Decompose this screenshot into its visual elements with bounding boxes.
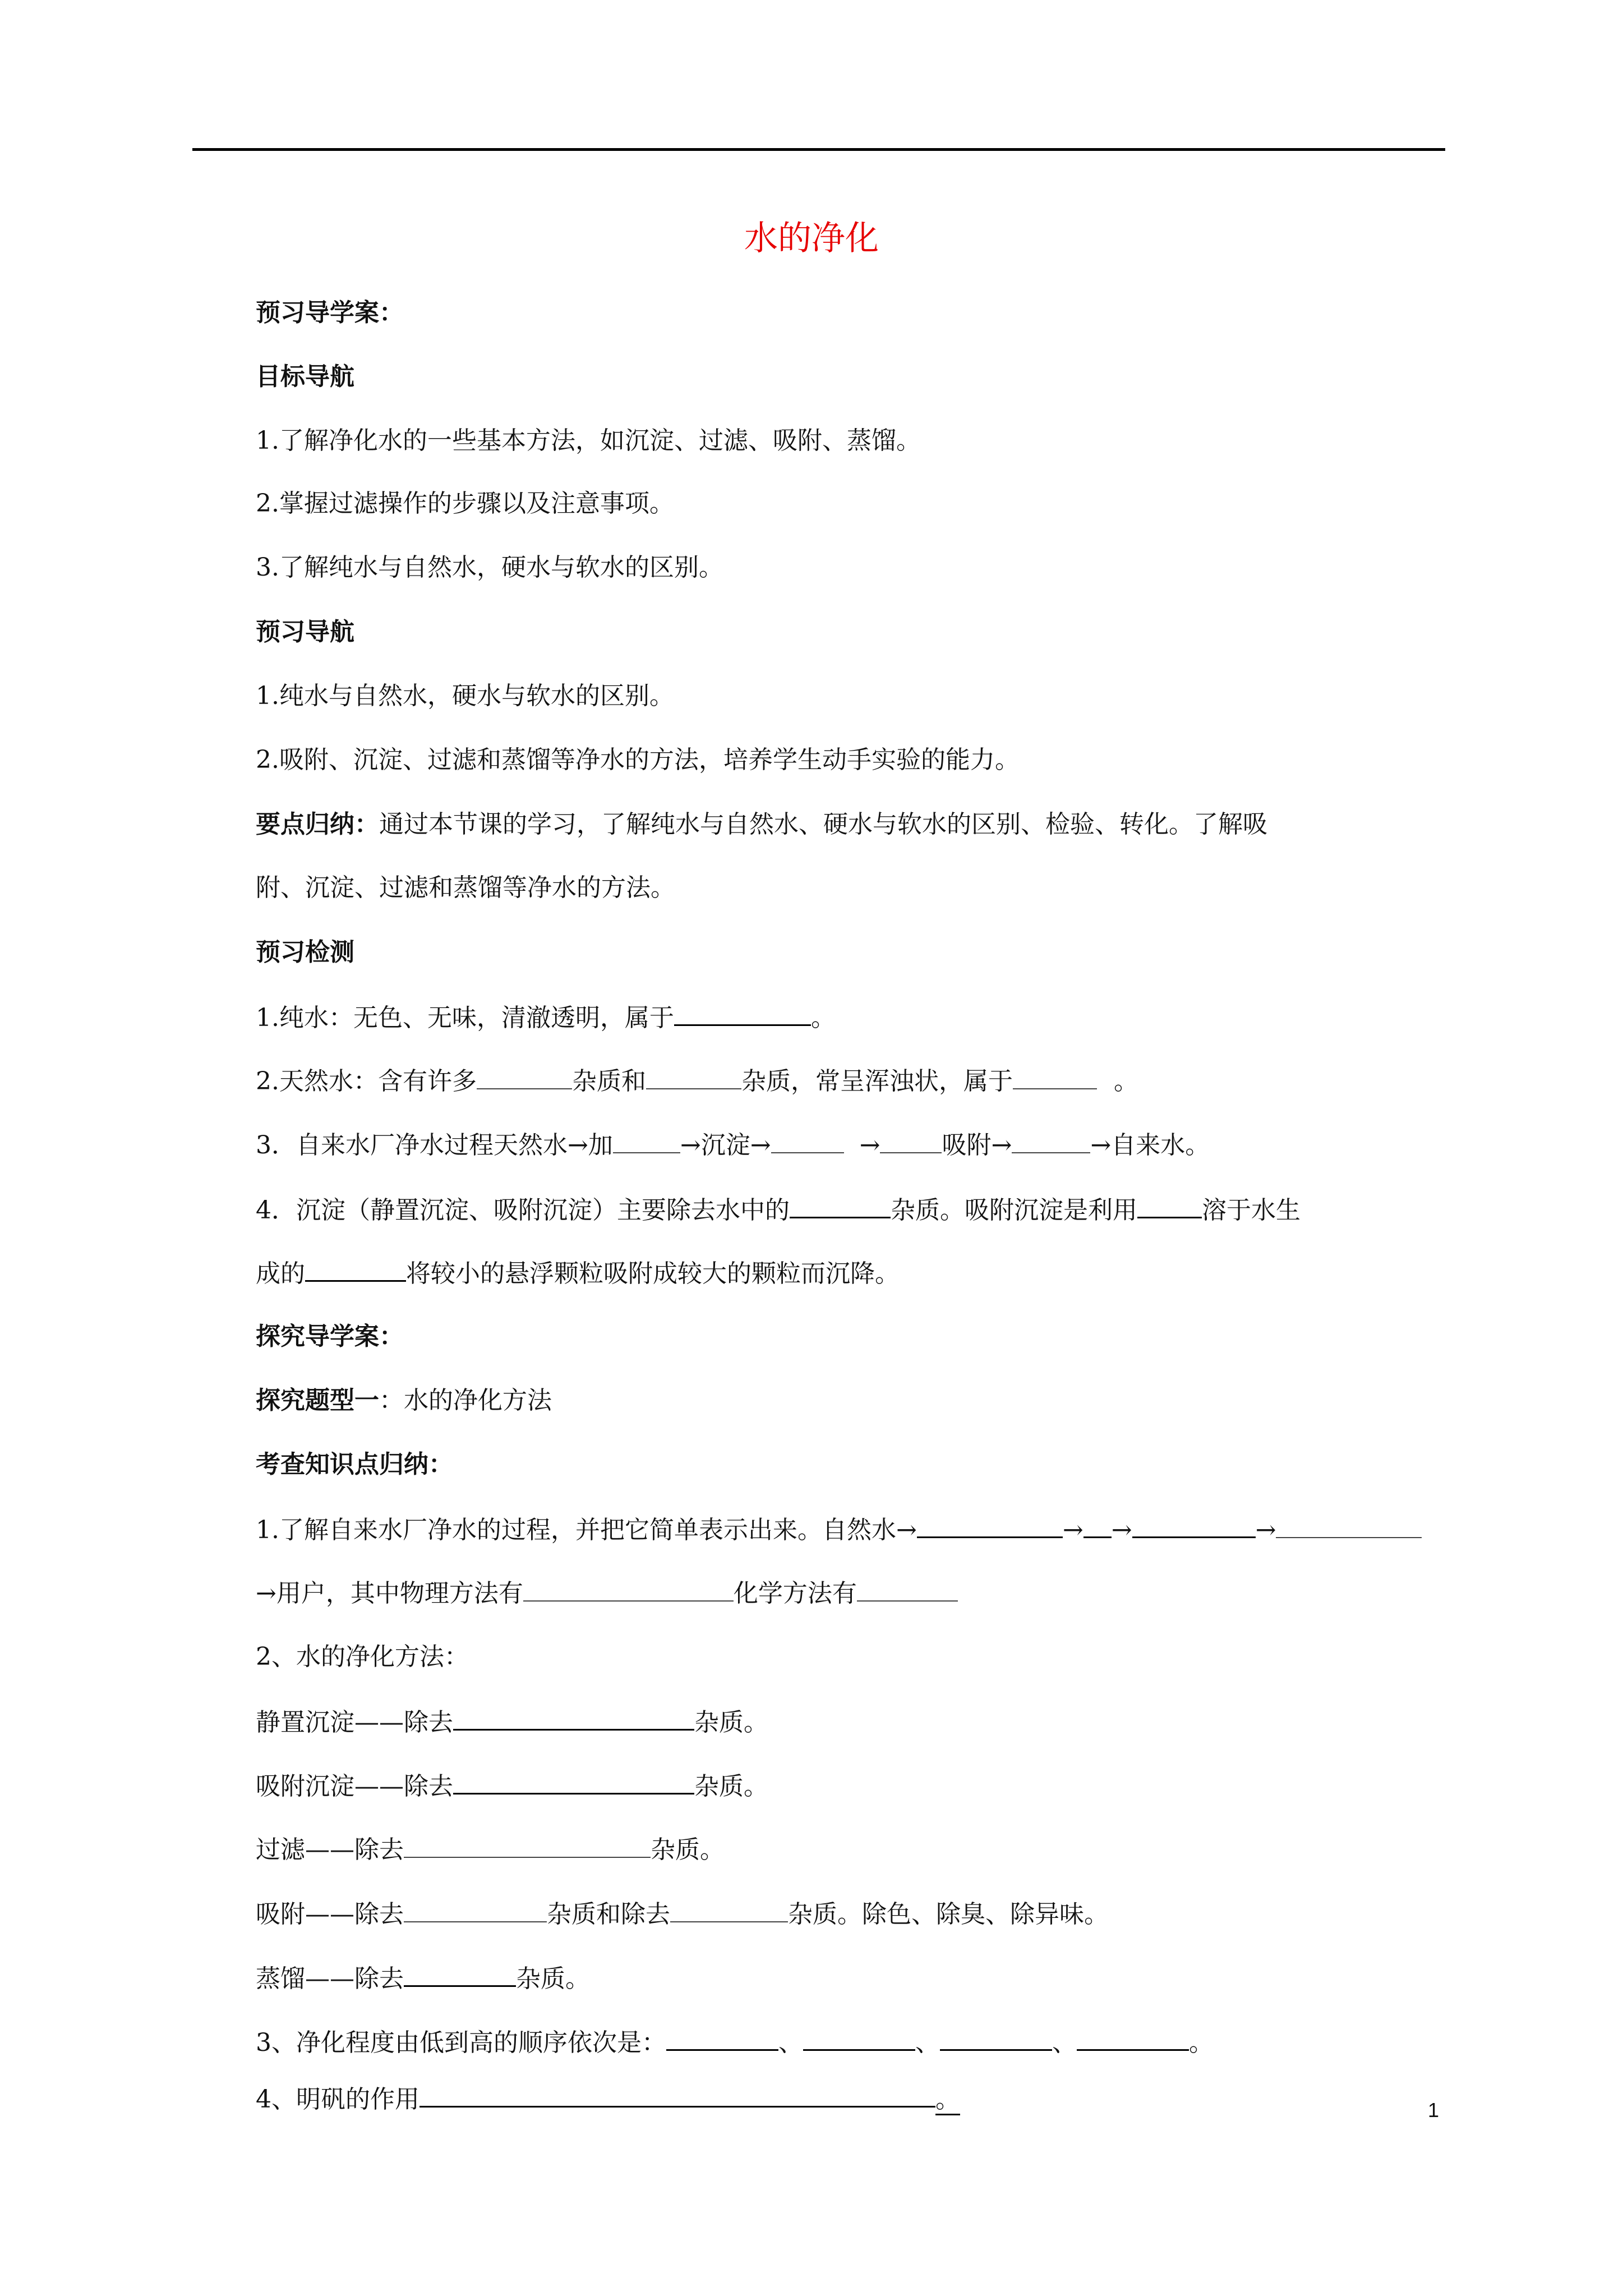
k1-blank-4[interactable] <box>1276 1512 1422 1538</box>
key-points-text-1: 通过本节课的学习，了解纯水与自然水、硬水与软水的区别、检验、转化。了解吸 <box>379 810 1267 839</box>
m4-blank-1[interactable] <box>404 1897 547 1922</box>
knowledge-1-line-1 <box>256 1512 1422 1547</box>
page-title: 水的净化 <box>744 219 879 258</box>
q3-text-a: 3．自来水厂净水过程天然水→加 <box>256 1131 613 1159</box>
knowledge-1-line-2 <box>256 1576 958 1611</box>
k4-blank[interactable] <box>419 2081 935 2108</box>
type1-label: 探究题型一 <box>256 1386 379 1415</box>
nav-2: 2.吸附、沉淀、过滤和蒸馏等净水的方法，培养学生动手实验的能力。 <box>256 746 1020 774</box>
q4-text-b: 杂质。吸附沉淀是利用 <box>891 1196 1137 1225</box>
m3-text-a: 过滤——除去 <box>256 1835 404 1864</box>
k1-arrow-1: → <box>1062 1516 1083 1544</box>
k1-blank-physical[interactable] <box>523 1576 734 1602</box>
q4-blank-3[interactable] <box>305 1255 406 1282</box>
knowledge-4 <box>256 2081 960 2116</box>
question-1 <box>256 1000 836 1035</box>
q3-text-b: →沉淀→ <box>680 1131 771 1159</box>
method-3 <box>256 1832 725 1867</box>
k4-text-a: 4、明矾的作用 <box>256 2085 419 2114</box>
m1-blank[interactable] <box>453 1704 694 1731</box>
key-points-line-1 <box>256 808 1267 841</box>
q2-text-b: 杂质和 <box>571 1067 646 1096</box>
m2-blank[interactable] <box>453 1768 694 1795</box>
k1-text-f: 化学方法有 <box>733 1579 857 1608</box>
knowledge-2: 2、水的净化方法： <box>256 1642 469 1671</box>
q4-blank-2[interactable] <box>1137 1192 1202 1218</box>
k3-sep-2: 、 <box>915 2028 940 2057</box>
m2-text-b: 杂质。 <box>694 1772 768 1801</box>
q3-blank-1[interactable] <box>613 1128 680 1153</box>
section-explore-heading: 探究导学案： <box>256 1322 404 1351</box>
explore-type-1 <box>256 1384 552 1418</box>
m5-text-b: 杂质。 <box>516 1964 590 1993</box>
q4-blank-1[interactable] <box>790 1192 891 1218</box>
goal-2: 2.掌握过滤操作的步骤以及注意事项。 <box>256 489 674 518</box>
method-5 <box>256 1961 590 1996</box>
k3-sep-1: 、 <box>778 2028 803 2057</box>
goal-3: 3.了解纯水与自然水，硬水与软水的区别。 <box>256 553 723 582</box>
method-2 <box>256 1768 768 1803</box>
preview-nav-heading: 预习导航 <box>256 618 354 646</box>
q3-text-d: 吸附→ <box>942 1131 1012 1159</box>
k3-end: 。 <box>1189 2028 1214 2057</box>
q4-text-e: 将较小的悬浮颗粒吸附成较大的颗粒而沉降。 <box>406 1259 900 1288</box>
q3-blank-3[interactable] <box>880 1128 942 1153</box>
nav-1: 1.纯水与自然水，硬水与软水的区别。 <box>256 682 674 710</box>
m5-blank[interactable] <box>404 1961 516 1987</box>
m1-text-b: 杂质。 <box>694 1708 768 1737</box>
header-rule <box>192 148 1445 151</box>
k3-blank-2[interactable] <box>803 2024 915 2051</box>
check-heading: 预习检测 <box>256 938 354 967</box>
q2-text-a: 2.天然水：含有许多 <box>256 1067 477 1096</box>
q3-text-e: →自来水。 <box>1090 1131 1210 1159</box>
question-4-line-1 <box>256 1192 1301 1227</box>
m4-text-a: 吸附——除去 <box>256 1900 404 1929</box>
k1-blank-1[interactable] <box>917 1512 1063 1538</box>
k3-blank-1[interactable] <box>666 2024 778 2051</box>
page-number: 1 <box>1428 2099 1440 2122</box>
goals-heading: 目标导航 <box>256 362 354 391</box>
q4-text-d: 成的 <box>256 1259 305 1288</box>
k3-text-a: 3、净化程度由低到高的顺序依次是： <box>256 2028 666 2057</box>
m1-text-a: 静置沉淀——除去 <box>256 1708 453 1737</box>
k1-blank-2[interactable] <box>1083 1512 1112 1538</box>
question-4-line-2 <box>256 1255 900 1291</box>
q2-end: 。 <box>1113 1067 1138 1096</box>
k3-sep-3: 、 <box>1052 2028 1077 2057</box>
k1-text-a: 1.了解自来水厂净水的过程，并把它简单表示出来。自然水→ <box>256 1516 917 1544</box>
k1-arrow-2: → <box>1111 1516 1132 1544</box>
key-points-line-2: 附、沉淀、过滤和蒸馏等净水的方法。 <box>256 873 675 902</box>
m3-blank[interactable] <box>404 1832 651 1858</box>
m2-text-a: 吸附沉淀——除去 <box>256 1772 453 1801</box>
question-2 <box>256 1064 1138 1098</box>
q3-arrow: → <box>859 1131 880 1159</box>
q4-text-c: 溶于水生 <box>1202 1196 1301 1225</box>
m4-text-c: 杂质。除色、除臭、除异味。 <box>788 1900 1109 1929</box>
q1-text: 1.纯水：无色、无味，清澈透明，属于 <box>256 1004 674 1032</box>
k4-end: 。 <box>935 2085 960 2115</box>
q3-blank-2[interactable] <box>771 1128 844 1153</box>
question-3 <box>256 1128 1210 1162</box>
k1-text-e: →用户，其中物理方法有 <box>256 1579 523 1608</box>
q1-blank[interactable] <box>674 1000 811 1026</box>
method-1 <box>256 1704 768 1740</box>
knowledge-3 <box>256 2024 1214 2060</box>
q1-end: 。 <box>810 1004 836 1032</box>
type1-text: ：水的净化方法 <box>379 1386 552 1415</box>
section-preview-heading: 预习导学案： <box>256 298 404 327</box>
k3-blank-4[interactable] <box>1077 2024 1189 2051</box>
q2-blank-1[interactable] <box>477 1064 572 1089</box>
q2-blank-2[interactable] <box>646 1064 741 1089</box>
q3-blank-4[interactable] <box>1012 1128 1090 1153</box>
m5-text-a: 蒸馏——除去 <box>256 1964 404 1993</box>
k1-arrow-3: → <box>1255 1516 1276 1544</box>
goal-1: 1.了解净化水的一些基本方法，如沉淀、过滤、吸附、蒸馏。 <box>256 426 921 455</box>
key-points-label: 要点归纳： <box>256 810 379 839</box>
knowledge-heading: 考查知识点归纳： <box>256 1450 453 1479</box>
method-4 <box>256 1897 1109 1931</box>
m3-text-b: 杂质。 <box>651 1835 725 1864</box>
q4-text-a: 4．沉淀（静置沉淀、吸附沉淀）主要除去水中的 <box>256 1196 790 1225</box>
q2-blank-3[interactable] <box>1013 1064 1097 1089</box>
m4-blank-2[interactable] <box>670 1897 788 1922</box>
k1-blank-3[interactable] <box>1132 1512 1256 1538</box>
m4-text-b: 杂质和除去 <box>547 1900 670 1929</box>
k1-blank-chemical[interactable] <box>857 1576 958 1602</box>
k3-blank-3[interactable] <box>940 2024 1052 2051</box>
q2-text-c: 杂质，常呈浑浊状，属于 <box>741 1067 1013 1096</box>
